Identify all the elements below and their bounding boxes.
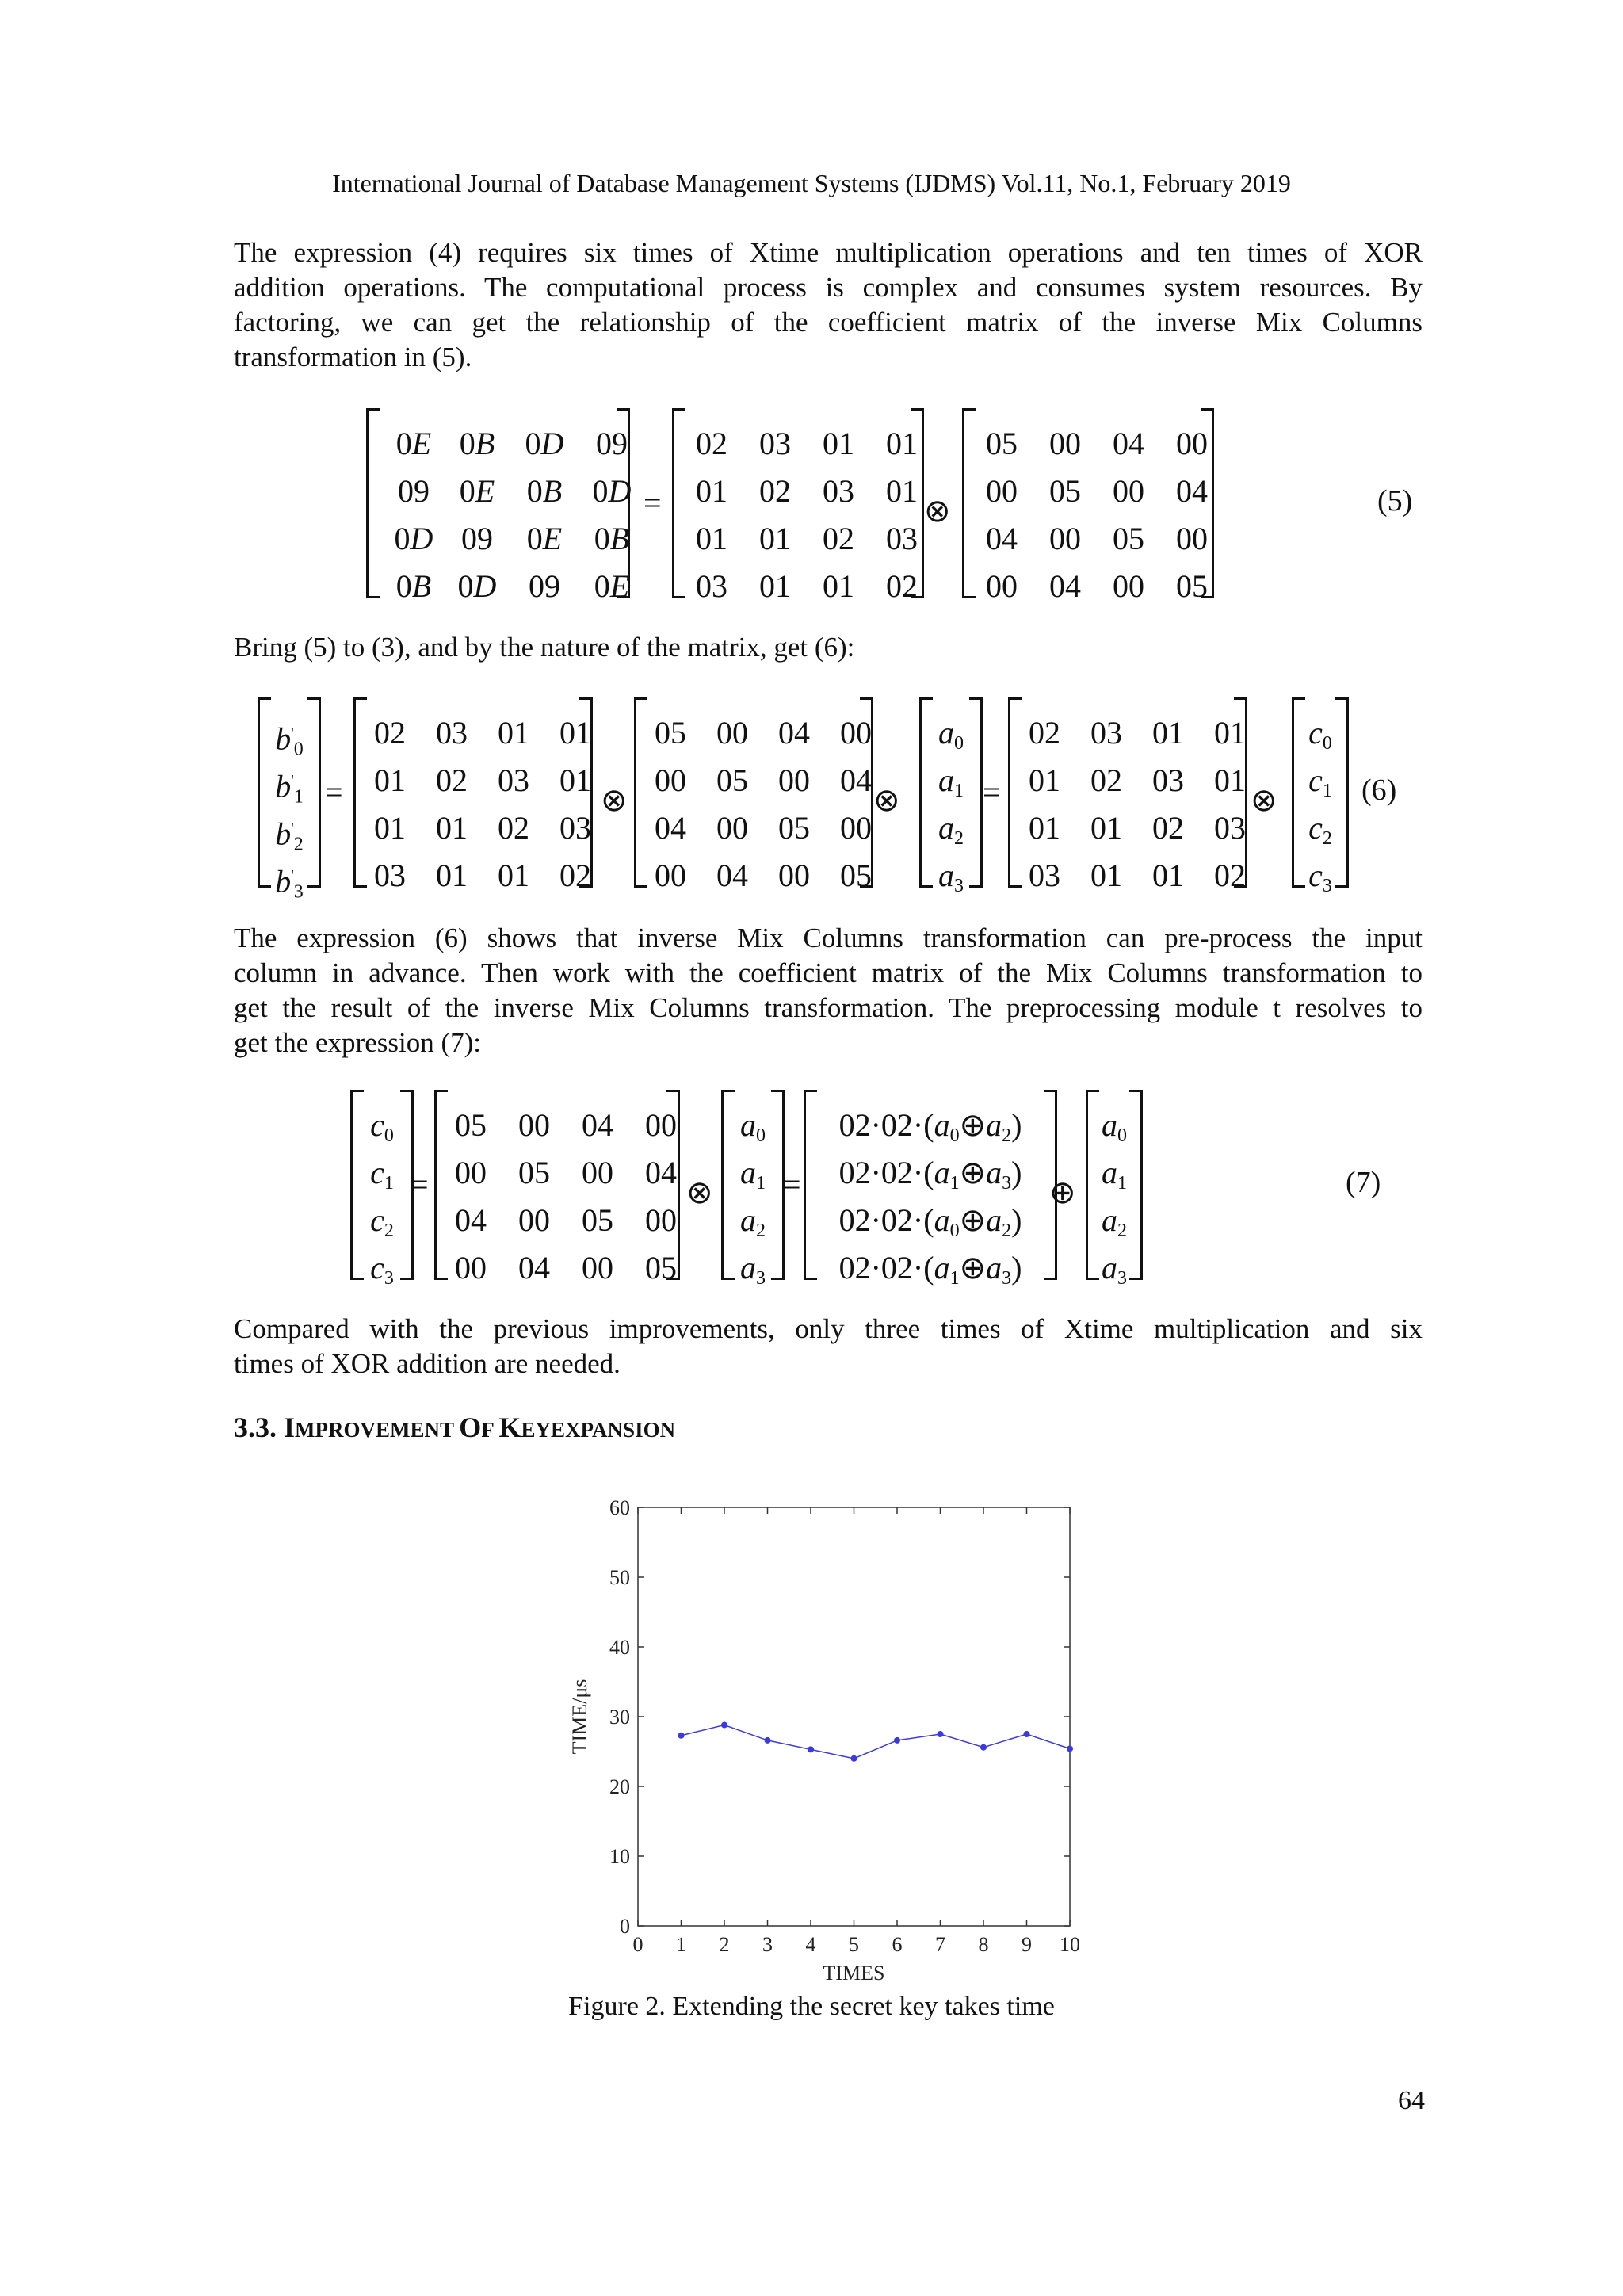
matrix-cell: 05 [645, 1250, 677, 1286]
matrix-cell: 00 [655, 858, 686, 893]
y-tick-label: 0 [620, 1915, 630, 1938]
matrix-cell: $a_1$ [740, 1155, 766, 1194]
equation-number: (7) [1346, 1166, 1381, 1199]
matrix-cell: 01 [823, 568, 854, 604]
running-header: International Journal of Database Management Systems (IJDMS) Vol.11, No.1, February 2019 [332, 169, 1291, 197]
matrix-cell: 00 [778, 858, 810, 893]
data-point [1024, 1731, 1030, 1737]
matrix-cell: 00 [1176, 426, 1208, 461]
matrix-cell: 0E [395, 426, 432, 461]
matrix-cell: 05 [778, 810, 810, 846]
data-point [851, 1755, 857, 1762]
equation-5 [0, 408, 1623, 604]
matrix-cell: 0E [459, 473, 495, 509]
matrix-cell: 02 [1029, 715, 1060, 751]
matrix-cell: $a_1$ [938, 762, 964, 802]
matrix-cell: 03 [1214, 810, 1246, 846]
matrix-cell: 00 [655, 762, 686, 798]
equation-number: (5) [1377, 484, 1413, 518]
x-tick-label: 0 [632, 1933, 643, 1956]
vector-b [258, 697, 321, 903]
matrix-cell: 0D [394, 521, 433, 556]
x-tick-label: 6 [892, 1933, 903, 1956]
matrix-cell: 0B [395, 568, 432, 604]
matrix-cell: $a_3$ [1102, 1250, 1127, 1289]
matrix-cell: $a_3$ [740, 1250, 766, 1289]
matrix-cell: 03 [823, 473, 854, 509]
matrix-cell: $02\cdot 02\cdot(a_1\oplus a_3)$ [838, 1250, 1022, 1289]
matrix-cell: 05 [582, 1202, 613, 1238]
matrix-cell: $c_0$ [1308, 715, 1332, 755]
matrix-cell: 01 [886, 426, 918, 461]
y-tick-label: 40 [609, 1636, 630, 1659]
x-tick-label: 3 [762, 1933, 773, 1956]
data-point [894, 1737, 900, 1744]
matrix-cell: 04 [778, 715, 810, 751]
matrix-cell: 03 [436, 715, 468, 751]
section-title-part: O [459, 1412, 482, 1443]
matrix-cell: 00 [582, 1155, 613, 1190]
equation-7 [0, 1090, 1623, 1289]
matrix-cell: 05 [455, 1107, 487, 1143]
text-line: The expression (6) shows that inverse Mix Columns transformation can pre-process the input [234, 923, 1423, 953]
matrix-cell: 01 [696, 521, 727, 556]
tensor-product-sign: ⊗ [601, 782, 628, 818]
text-line: addition operations. The computational process is complex and consumes system resources. By [234, 272, 1423, 303]
data-point [980, 1744, 987, 1751]
matrix-cell: 04 [840, 762, 872, 798]
matrix-cell: $b'_2$ [275, 816, 304, 855]
y-axis-label: TIME/μs [568, 1679, 591, 1755]
matrix-cell: 00 [1049, 521, 1081, 556]
matrix-cell: 02 [1090, 762, 1122, 798]
matrix-preprocess [434, 1090, 680, 1286]
y-tick-label: 10 [609, 1845, 630, 1868]
matrix-cell: 00 [986, 568, 1018, 604]
tensor-product-sign: ⊗ [873, 782, 900, 818]
matrix-cell: 01 [759, 521, 791, 556]
equals-sign: = [643, 485, 662, 521]
matrix-cell: 01 [498, 858, 529, 893]
matrix-cell: 03 [1090, 715, 1122, 751]
matrix-cell: $a_2$ [1102, 1202, 1127, 1242]
matrix-cell: 0D [525, 426, 564, 461]
matrix-cell: 03 [1029, 858, 1060, 893]
equation-6 [0, 697, 1623, 903]
matrix-mixcolumns-coefficients [1008, 697, 1247, 893]
matrix-cell: 02 [559, 858, 591, 893]
matrix-cell: 01 [374, 810, 406, 846]
matrix-cell: $c_3$ [370, 1250, 394, 1289]
section-number: 3.3. [234, 1412, 277, 1443]
matrix-cell: $b'_0$ [275, 720, 304, 760]
matrix-preprocess [962, 408, 1214, 604]
matrix-cell: 02 [759, 473, 791, 509]
matrix-cell: 01 [559, 762, 591, 798]
section-title-part: MPROVEMENT [295, 1418, 460, 1442]
matrix-cell: 00 [840, 715, 872, 751]
matrix-cell: 01 [436, 858, 468, 893]
matrix-cell: 05 [1049, 473, 1081, 509]
matrix-cell: $b'_1$ [275, 768, 304, 808]
matrix-cell: 02 [886, 568, 918, 604]
matrix-cell: 00 [716, 715, 748, 751]
text-line: Bring (5) to (3), and by the nature of the matrix, get (6): [234, 632, 855, 663]
x-tick-label: 5 [849, 1933, 859, 1956]
matrix-cell: $a_3$ [938, 858, 964, 897]
equals-sign: = [325, 774, 343, 810]
data-point [1067, 1745, 1073, 1752]
matrix-cell: 02 [1214, 858, 1246, 893]
text-line: The expression (4) requires six times of Xtime multiplication operations and ten times of XOR [234, 237, 1423, 268]
matrix-cell: 04 [582, 1107, 613, 1143]
matrix-cell: 04 [455, 1202, 487, 1238]
matrix-cell: 00 [518, 1107, 550, 1143]
matrix-cell: 00 [1113, 568, 1144, 604]
x-tick-label: 10 [1060, 1933, 1080, 1956]
text-line: get the result of the inverse Mix Columns transformation. The preprocessing module t resolves to [234, 992, 1423, 1023]
matrix-cell: 03 [696, 568, 727, 604]
text-line: factoring, we can get the relationship of the coefficient matrix of the inverse Mix Columns [234, 307, 1423, 338]
x-tick-label: 9 [1022, 1933, 1032, 1956]
text-line: transformation in (5). [234, 342, 472, 372]
matrix-cell: 0D [592, 473, 632, 509]
matrix-cell: 00 [716, 810, 748, 846]
matrix-cell: 02 [374, 715, 406, 751]
matrix-cell: 05 [716, 762, 748, 798]
matrix-cell: 01 [1090, 858, 1122, 893]
x-axis-label: TIMES [823, 1962, 885, 1981]
matrix-cell: 04 [655, 810, 686, 846]
matrix-cell: 05 [986, 426, 1018, 461]
paragraph-4 [234, 1312, 1423, 1381]
paragraph-2 [234, 630, 1423, 665]
matrix-cell: 01 [436, 810, 468, 846]
data-point [808, 1746, 814, 1752]
matrix-cell: 00 [1113, 473, 1144, 509]
plot-area [638, 1507, 1070, 1926]
matrix-cell: 09 [461, 521, 493, 556]
text-line: column in advance. Then work with the coefficient matrix of the Mix Columns transformation to [234, 957, 1423, 988]
x-tick-label: 2 [719, 1933, 730, 1956]
matrix-cell: 02 [696, 426, 727, 461]
y-tick-label: 50 [609, 1566, 630, 1589]
matrix-cell: 03 [1152, 762, 1184, 798]
matrix-cell: 02 [1152, 810, 1184, 846]
matrix-cell: $02\cdot 02\cdot(a_0\oplus a_2)$ [838, 1202, 1022, 1242]
matrix-cell: $a_0$ [1102, 1107, 1127, 1147]
matrix-cell: 09 [596, 426, 628, 461]
equals-sign: = [983, 774, 1001, 810]
line-chart [555, 1490, 1094, 1981]
data-point [765, 1737, 771, 1744]
y-tick-label: 60 [609, 1496, 630, 1519]
matrix-cell: 05 [1113, 521, 1144, 556]
matrix-cell: 00 [778, 762, 810, 798]
matrix-cell: 04 [518, 1250, 550, 1286]
x-tick-label: 4 [805, 1933, 816, 1956]
matrix-cell: $c_2$ [370, 1202, 394, 1242]
matrix-cell: 04 [645, 1155, 677, 1190]
text-line: get the expression (7): [234, 1027, 481, 1058]
section-title-part: K [498, 1412, 521, 1443]
matrix-cell: 03 [759, 426, 791, 461]
matrix-cell: 0B [459, 426, 495, 461]
page-number: 64 [1398, 2086, 1425, 2115]
matrix-cell: 03 [374, 858, 406, 893]
matrix-cell: 00 [1176, 521, 1208, 556]
vector-c [350, 1090, 414, 1289]
matrix-cell: 01 [1029, 810, 1060, 846]
x-tick-label: 8 [978, 1933, 989, 1956]
section-title-part: EYEXPANSION [521, 1418, 676, 1442]
matrix-cell: 04 [716, 858, 748, 893]
matrix-cell: 04 [1176, 473, 1208, 509]
text-line: Compared with the previous improvements, only three times of Xtime multiplication and six [234, 1313, 1423, 1344]
matrix-cell: 00 [518, 1202, 550, 1238]
vector-a [721, 1090, 785, 1289]
vector-c [1292, 697, 1349, 897]
matrix-preprocess [634, 697, 873, 893]
matrix-cell: $c_1$ [1308, 762, 1332, 802]
matrix-cell: 05 [655, 715, 686, 751]
matrix-cell: 03 [559, 810, 591, 846]
matrix-cell: 01 [374, 762, 406, 798]
data-point [721, 1722, 727, 1729]
matrix-cell: $a_2$ [938, 810, 964, 850]
matrix-cell: 0B [526, 473, 563, 509]
xor-sign: ⊕ [1049, 1175, 1076, 1210]
matrix-cell: 05 [840, 858, 872, 893]
matrix-cell: 00 [582, 1250, 613, 1286]
matrix-cell: $c_0$ [370, 1107, 394, 1147]
matrix-cell: $c_2$ [1308, 810, 1332, 850]
data-point [938, 1731, 944, 1737]
matrix-cell: 04 [1113, 426, 1144, 461]
data-point [678, 1733, 685, 1739]
matrix-cell: 01 [1090, 810, 1122, 846]
y-tick-label: 30 [609, 1706, 630, 1729]
matrix-cell: 00 [840, 810, 872, 846]
matrix-cell: 01 [1214, 762, 1246, 798]
matrix-cell: 01 [759, 568, 791, 604]
matrix-cell: 01 [498, 715, 529, 751]
matrix-inverse-coefficients [366, 408, 632, 604]
matrix-cell: 0D [457, 568, 497, 604]
matrix-mixcolumns-coefficients [672, 408, 924, 604]
matrix-cell: 01 [823, 426, 854, 461]
matrix-cell: 05 [1176, 568, 1208, 604]
matrix-cell: 01 [886, 473, 918, 509]
matrix-cell: $a_0$ [740, 1107, 766, 1147]
paragraph-1 [234, 235, 1423, 375]
figure-caption: Figure 2. Extending the secret key takes time [568, 1992, 1055, 2021]
matrix-cell: 00 [455, 1155, 487, 1190]
matrix-cell: $a_1$ [1102, 1155, 1127, 1194]
paragraph-3 [234, 921, 1423, 1060]
tensor-product-sign: ⊗ [1251, 782, 1277, 818]
y-tick-label: 20 [609, 1775, 630, 1798]
matrix-cell: 01 [696, 473, 727, 509]
matrix-cell: 01 [559, 715, 591, 751]
matrix-cell: 02 [436, 762, 468, 798]
matrix-cell: 05 [518, 1155, 550, 1190]
equals-sign: = [411, 1167, 429, 1202]
matrix-cell: 09 [398, 473, 430, 509]
matrix-cell: $02\cdot 02\cdot(a_0\oplus a_2)$ [838, 1107, 1022, 1147]
matrix-cell: 00 [455, 1250, 487, 1286]
matrix-cell: 02 [823, 521, 854, 556]
matrix-cell: 02 [498, 810, 529, 846]
matrix-cell: 01 [1214, 715, 1246, 751]
matrix-cell: 09 [529, 568, 560, 604]
equals-sign: = [783, 1167, 801, 1202]
tensor-product-sign: ⊗ [924, 493, 951, 529]
section-title-part: F [481, 1418, 499, 1442]
vector-a [1086, 1090, 1143, 1289]
matrix-cell: $b'_3$ [275, 863, 304, 903]
matrix-cell: 00 [645, 1107, 677, 1143]
matrix-cell: 03 [886, 521, 918, 556]
matrix-cell: 01 [1029, 762, 1060, 798]
section-heading [234, 1411, 675, 1444]
vector-preprocess-terms [804, 1090, 1057, 1289]
matrix-cell: $c_3$ [1308, 858, 1332, 897]
matrix-cell: 01 [1152, 858, 1184, 893]
vector-a [919, 697, 983, 897]
matrix-mixcolumns-coefficients [353, 697, 593, 893]
tensor-product-sign: ⊗ [686, 1175, 713, 1210]
matrix-cell: 03 [498, 762, 529, 798]
section-title-part: I [284, 1412, 296, 1443]
x-tick-label: 7 [935, 1933, 945, 1956]
matrix-cell: 04 [1049, 568, 1081, 604]
matrix-cell: $c_1$ [370, 1155, 394, 1194]
equation-number: (6) [1361, 774, 1397, 807]
matrix-cell: $a_2$ [740, 1202, 766, 1242]
matrix-cell: 00 [1049, 426, 1081, 461]
matrix-cell: 0E [526, 521, 563, 556]
matrix-cell: 00 [645, 1202, 677, 1238]
matrix-cell: 04 [986, 521, 1018, 556]
matrix-cell: 01 [1152, 715, 1184, 751]
matrix-cell: 0B [594, 521, 630, 556]
x-tick-label: 1 [676, 1933, 686, 1956]
matrix-cell: 0E [594, 568, 630, 604]
matrix-cell: $02\cdot 02\cdot(a_1\oplus a_3)$ [838, 1155, 1022, 1194]
matrix-cell: $a_0$ [938, 715, 964, 755]
text-line: times of XOR addition are needed. [234, 1348, 621, 1379]
matrix-cell: 00 [986, 473, 1018, 509]
